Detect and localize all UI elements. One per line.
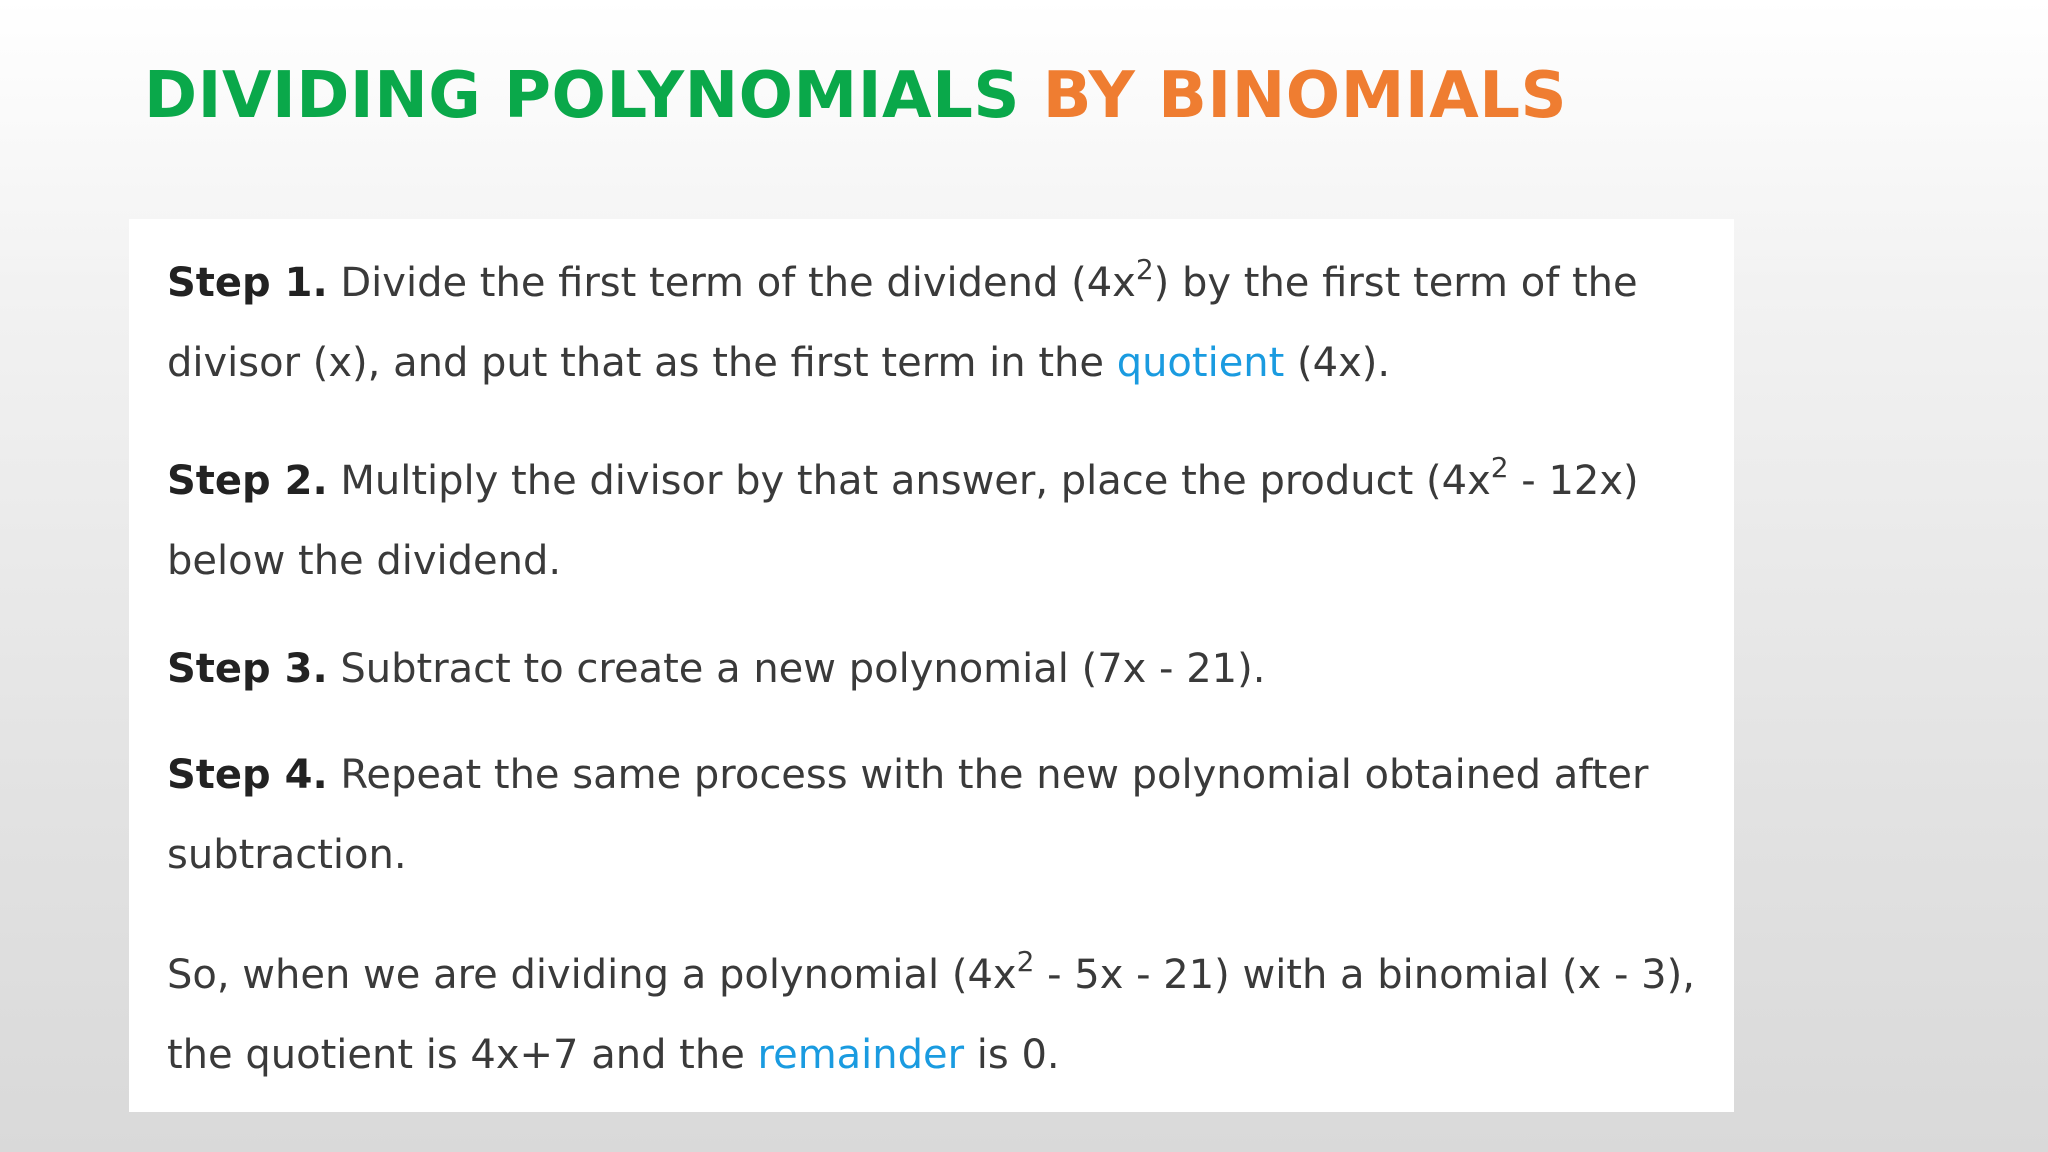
step-2-label: Step 2.	[167, 458, 328, 504]
remainder-link[interactable]: remainder	[757, 1032, 965, 1078]
step-1-exponent: 2	[1135, 253, 1154, 287]
step-1-label: Step 1.	[167, 260, 328, 306]
step-1-text-a: Divide the first term of the dividend (4x	[327, 260, 1136, 306]
conclusion-text-a: So, when we are dividing a polynomial (4x	[167, 952, 1017, 998]
conclusion-text-b: - 5x - 21) with a binomial (x - 3), the quotient is 4x+7 and the	[167, 952, 1695, 1078]
conclusion-text-c: is 0.	[964, 1032, 1060, 1078]
title-part-orange: BY BINOMIALS	[1042, 59, 1568, 133]
step-3-label: Step 3.	[167, 646, 328, 692]
step-4-paragraph	[167, 735, 1714, 895]
step-4-text: Repeat the same process with the new polynomial obtained after subtraction.	[167, 752, 1649, 878]
step-3-text: Subtract to create a new polynomial (7x - 21).	[327, 646, 1266, 692]
step-1-text-b: ) by the first term of the divisor (x), and put that as the first term in the	[167, 260, 1638, 386]
step-4-label: Step 4.	[167, 752, 328, 798]
conclusion-paragraph	[167, 935, 1714, 1095]
step-2-text-b: - 12x) below the dividend.	[167, 458, 1639, 584]
quotient-link[interactable]: quotient	[1116, 340, 1285, 386]
step-1-text-c: (4x).	[1284, 340, 1391, 386]
step-3-paragraph	[167, 629, 1714, 709]
step-2-text-a: Multiply the divisor by that answer, place the product (4x	[327, 458, 1491, 504]
content-panel	[129, 219, 1734, 1112]
step-2-paragraph	[167, 441, 1714, 601]
step-2-exponent: 2	[1490, 451, 1509, 485]
title-part-green: DIVIDING POLYNOMIALS	[144, 59, 1020, 133]
conclusion-exponent: 2	[1016, 945, 1035, 979]
step-1-paragraph	[167, 243, 1714, 403]
slide-title	[144, 58, 1567, 135]
